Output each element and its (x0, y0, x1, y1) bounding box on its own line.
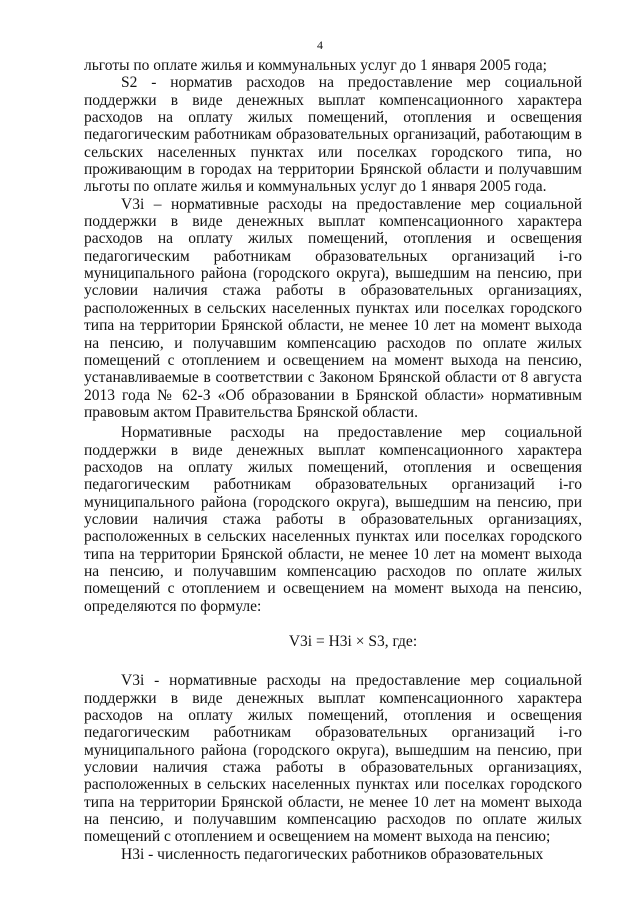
paragraph-s2-definition: S2 - норматив расходов на предоставление мер социальной поддержки в виде денежных выплат компенсационного характера расходов на оплату жилых помещений, отопления и освещения педагогическим работникам образовательных организаций, работающим в сельских населенных пунктах или поселках городского типа, но проживающим в городах на территории Брянской области и получавшим льготы по оплате жилья и коммунальных услуг до 1 января 2005 года. (84, 74, 582, 196)
paragraph-v3i-legend: V3i - нормативные расходы на предоставление мер социальной поддержки в виде денежных выплат компенсационного характера расходов на оплату жилых помещений, отопления и освещения педагогическим работникам образовательных организаций i-го муниципального района (городского округа), вышедшим на пенсию, при условии наличия стажа работы в образовательных организациях, расположенных в сельских населенных пунктах или поселках городского типа на территории Брянской области, не менее 10 лет на момент выхода на пенсию, и получавшим компенсацию расходов по оплате жилых помещений с отоплением и освещением на момент выхода на пенсию; (84, 672, 582, 846)
formula: V3i = Н3i × S3, где: (288, 633, 418, 650)
paragraph-continuation: льготы по оплате жилья и коммунальных услуг до 1 января 2005 года; (84, 57, 547, 74)
paragraph-n3i-legend: Н3i - численность педагогических работников образовательных (121, 845, 544, 863)
paragraph-normative-expenses: Нормативные расходы на предоставление мер социальной поддержки в виде денежных выплат компенсационного характера расходов на оплату жилых помещений, отопления и освещения педагогическим работникам образовательных организаций i-го муниципального района (городского округа), вышедшим на пенсию, при условии наличия стажа работы в образовательных организациях, расположенных в сельских населенных пунктах или поселках городского типа на территории Брянской области, не менее 10 лет на момент выхода на пенсию, и получавшим компенсацию расходов по оплате жилых помещений с отоплением и освещением на момент выхода на пенсию, определяются по формуле: (84, 424, 582, 615)
document-body (84, 57, 582, 863)
paragraph-v3i-definition: V3i – нормативные расходы на предоставление мер социальной поддержки в виде денежных выплат компенсационного характера расходов на оплату жилых помещений, отопления и освещения педагогическим работникам образовательных организаций i-го муниципального района (городского округа), вышедшим на пенсию, при условии наличия стажа работы в образовательных организациях, расположенных в сельских населенных пунктах или поселках городского типа на территории Брянской области, не менее 10 лет на момент выхода на пенсию, и получавшим компенсацию расходов по оплате жилых помещений с отоплением и освещением на момент выхода на пенсию, устанавливаемые в соответствии с Законом Брянской области от 8 августа 2013 года № 62-З «Об образовании в Брянской области» нормативным правовым актом Правительства Брянской области. (84, 195, 582, 421)
page-number: 4 (317, 38, 323, 52)
